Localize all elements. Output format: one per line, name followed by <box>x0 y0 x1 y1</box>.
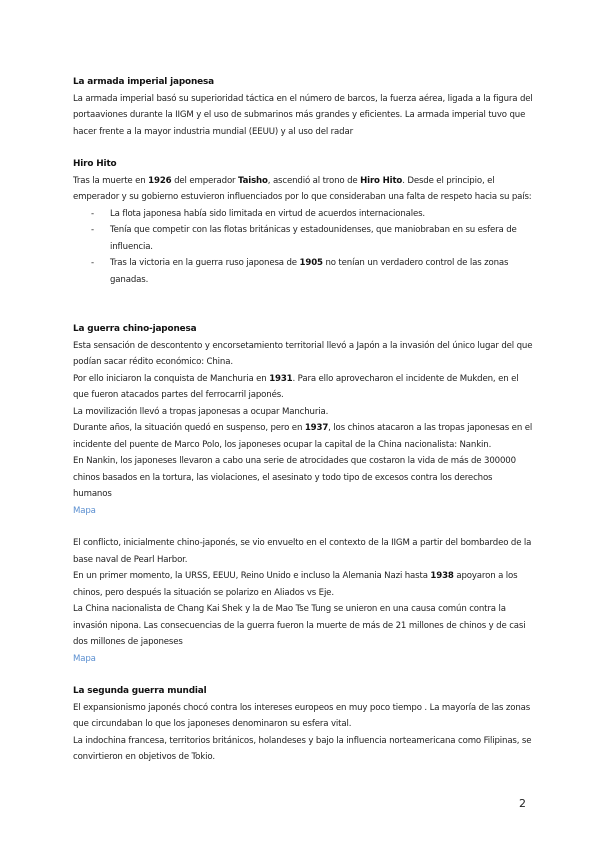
chino-paragraph-7: En un primer momento, la URSS, EEUU, Reino Unido e incluso la Alemania Nazi hasta 1938 apoyaron a los chinos, pero después la situación se polarizo en Aliados vs Eje. <box>73 571 518 598</box>
chino-paragraph-3: La movilización llevó a tropas japonesas a ocupar Manchuria. <box>73 406 329 417</box>
chino-paragraph-8: La China nacionalista de Chang Kai Shek y la de Mao Tse Tung se unieron en una causa común contra la invasión nipona. Las consecuencias de la guerra fueron la muerte de más de 21 millones de chinos y de casi dos millones de japoneses <box>73 604 526 647</box>
armada-paragraph: La armada imperial basó su superioridad táctica en el número de barcos, la fuerza aérea, ligada a la figura del portaaviones durante la IIGM y el uso de submarinos más grandes y eficientes. La armada imperial tuvo que hacer frente a la mayor industria mundial (EEUU) y al uso del radar <box>73 93 533 137</box>
section-title-hirohito: Hiro Hito <box>73 159 117 169</box>
section-title-segunda-guerra: La segunda guerra mundial <box>73 686 207 696</box>
list-item: - Tenía que competir con las flotas británicas y estadounidenses, que maniobraban en su esfera de influencia. <box>73 222 533 255</box>
section-title-armada: La armada imperial japonesa <box>73 77 215 87</box>
chino-paragraph-1: Esta sensación de descontento y encorsetamiento territorial llevó a Japón a la invasión del único lugar del que podían sacar rédito económico: China. <box>73 340 533 367</box>
map-link-2[interactable]: Mapa <box>73 653 96 664</box>
page-number: 2 <box>519 797 526 810</box>
segunda-paragraph-1: El expansionismo japonés chocó contra los intereses europeos en muy poco tiempo . La mayoría de las zonas que circundaban lo que los japoneses denominaron su esfera vital. <box>73 702 531 729</box>
hirohito-intro: Tras la muerte en 1926 del emperador Taisho, ascendió al trono de Hiro Hito. Desde el principio, el emperador y su gobierno estuvieron influenciados por lo que consideraban una falta de respeto hacia su país: <box>73 175 532 202</box>
list-item: - La flota japonesa había sido limitada en virtud de acuerdos internacionales. <box>73 206 533 223</box>
segunda-paragraph-2: La indochina francesa, territorios británicos, holandeses y bajo la influencia norteamericana como Filipinas, se convirtieron en objetivos de Tokio. <box>73 735 532 762</box>
chino-paragraph-2: Por ello iniciaron la conquista de Manchuria en 1931. Para ello aprovecharon el incidente de Mukden, en el que fueron atacados partes del ferrocarril japonés. <box>73 373 519 400</box>
hirohito-bullet-list <box>73 206 533 289</box>
chino-paragraph-6: El conflicto, inicialmente chino-japonés, se vio envuelto en el contexto de la IIGM a partir del bombardeo de la base naval de Pearl Harbor. <box>73 538 532 565</box>
map-link-1[interactable]: Mapa <box>73 505 96 516</box>
section-title-chino-japonesa: La guerra chino-japonesa <box>73 324 197 334</box>
list-item: - Tras la victoria en la guerra ruso japonesa de 1905 no tenían un verdadero control de las zonas ganadas. <box>73 255 533 288</box>
page-content <box>73 74 533 766</box>
chino-paragraph-5: En Nankin, los japoneses llevaron a cabo una serie de atrocidades que costaron la vida de más de 300000 chinos basados en la tortura, las violaciones, el asesinato y todo tipo de excesos contra los derechos humanos <box>73 456 516 499</box>
chino-paragraph-4: Durante años, la situación quedó en suspenso, pero en 1937, los chinos atacaron a las tropas japonesas en el incidente del puente de Marco Polo, los japoneses ocupar la capital de la China nacionalista: Nankin. <box>73 423 533 450</box>
